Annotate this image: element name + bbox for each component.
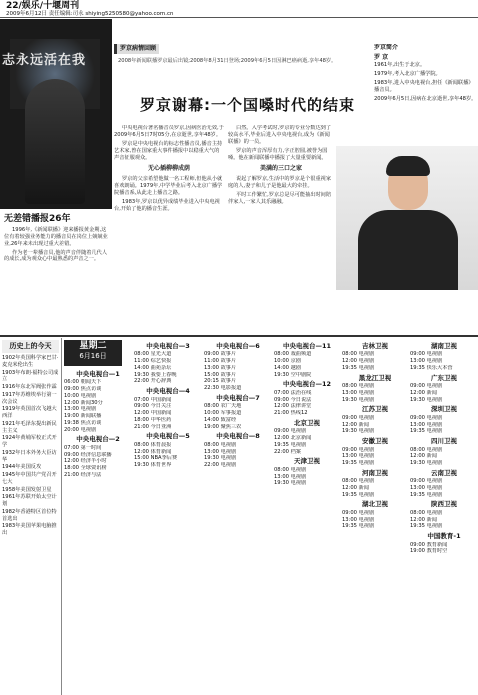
channel-name: 广东卫视 (431, 373, 457, 382)
body-paragraph: 罗京是中央电视台的标志性播音员,播音主持艺术家,曾在国家重大事件播报中以稳重大气的声音征服观众。 (114, 141, 223, 162)
tv-column (342, 340, 408, 695)
history-list (2, 355, 59, 537)
program-row: 18:00 全球资讯榜 (64, 465, 107, 472)
history-event: 1916年东北军阀张作霖 (2, 384, 57, 391)
program-row: 13:00 电视剧 (410, 484, 443, 491)
program-row: 10:00 军事报道 (204, 410, 242, 417)
program-row: 19:35 电视剧 (342, 364, 375, 371)
program-row: 19:30 空中剧院 (274, 371, 312, 378)
program-row: 19:30 电视剧 (410, 396, 443, 403)
channel-name: 中央电视台—11 (282, 342, 332, 350)
history-event: 1924年黄埔军校正式开学 (2, 435, 57, 449)
program-row: 19:30 电视剧 (342, 428, 375, 435)
program-row: 06:00 朝闻天下 (64, 379, 102, 386)
history-event: 1921年毛泽东提出新民主主义 (2, 420, 57, 434)
program-row: 13:00 故事片 (204, 364, 237, 371)
program-row: 12:00 北京新闻 (274, 435, 312, 442)
program-row: 14:00 曲苑杂坛 (134, 364, 172, 371)
day-box (64, 340, 122, 366)
hero-figure (25, 79, 85, 204)
channel-name: 四川卫视 (431, 437, 457, 446)
program-row: 12:00 新闻 (342, 484, 369, 491)
program-row: 08:00 星光大道 (134, 351, 172, 358)
program-row: 20:15 故事片 (204, 378, 237, 385)
program-row: 19:30 电视剧 (342, 396, 375, 403)
channel-name: 中央电视台—2 (76, 435, 120, 444)
program-row: 11:00 综艺快报 (134, 358, 172, 365)
tv-column (64, 368, 132, 695)
channel-name: 中央电视台—5 (146, 432, 190, 441)
program-row: 09:00 电视剧 (342, 446, 375, 453)
channel-name: 中央电视台—8 (216, 432, 260, 441)
history-event: 1961年苏联开始太空计划 (2, 494, 57, 508)
bio-line: 1961年,出生于北京。 (374, 62, 426, 69)
program-row: 21:00 经济与法 (64, 471, 102, 478)
program-row: 19:00 新闻联播 (64, 413, 102, 420)
hero-overlay-text: 志永远活在我 (2, 53, 87, 68)
program-row: 09:00 电视剧 (274, 428, 307, 435)
program-row: 12:00 新闻 (410, 389, 437, 396)
program-row: 13:00 电视剧 (342, 453, 375, 460)
program-row: 12:00 新闻 (342, 421, 369, 428)
channel-name: 天津卫视 (294, 457, 320, 466)
portrait-photo (336, 146, 478, 290)
history-event: 1932年日本外务大臣访华 (2, 449, 57, 463)
program-row: 14:00 致富经 (204, 416, 237, 423)
program-row: 19:30 体育世界 (134, 462, 172, 469)
program-row: 21:00 今日亚洲 (134, 423, 172, 430)
history-event: 1902年英国科学家巴甘·麦克米伦出生 (2, 355, 59, 368)
portrait-hair (386, 156, 430, 176)
body-paragraph: 说起了解罗京,生活中的罗京是个很重视家庭的人,妻子和儿子是他最大的牵挂。 (228, 176, 332, 190)
program-row: 19:35 快乐大本营 (410, 364, 453, 371)
tv-column (134, 340, 202, 695)
channel-name: 中央电视台—4 (146, 387, 190, 396)
tv-column (274, 340, 340, 695)
program-row: 07:00 法治在线 (274, 389, 312, 396)
program-row: 19:30 电视剧 (410, 460, 443, 466)
portrait-suit (358, 210, 458, 290)
tv-column (204, 340, 272, 695)
program-row: 09:00 电视剧 (410, 383, 443, 390)
history-event: 1944年美国反攻 (2, 464, 42, 471)
weekday-label: 星期二 (79, 341, 107, 351)
body-paragraph: 白然。入学考试时,罗京的专业分数达到了较高水平,毕业后进入中央电视台,成为《新闻联播》的一员。 (228, 125, 332, 146)
bio-heading: 罗京简介 (374, 44, 399, 51)
program-row: 09:00 电视剧 (410, 478, 443, 485)
program-row: 22:00 电视剧 (204, 462, 237, 469)
program-row: 08:00 电视剧 (274, 466, 307, 473)
program-row: 08:00 电视剧 (342, 351, 375, 358)
bio-line: 1979年,考入北京广播学院。 (374, 71, 441, 78)
program-row: 18:00 中华医药 (134, 416, 172, 423)
bio-name: 罗 京 (374, 54, 389, 62)
history-event: 1945年中国共产党召开七大 (2, 472, 57, 485)
body-subheading: 无心插柳柳成荫 (147, 165, 190, 173)
channel-name: 云南卫视 (431, 468, 457, 477)
page-label: 22/娱乐/十堰周刊 (6, 1, 80, 11)
program-row: 08:00 戏曲频道 (274, 351, 312, 358)
program-row: 09:00 故事片 (204, 351, 237, 358)
program-row: 22:30 电影报道 (204, 385, 242, 392)
program-row: 09:00 焦点访谈 (64, 386, 102, 393)
page-header (0, 0, 478, 18)
program-row: 08:00 电视剧 (410, 509, 443, 516)
program-row: 19:35 电视剧 (274, 441, 307, 448)
program-row: 13:00 电视剧 (342, 389, 375, 396)
program-row: 19:35 电视剧 (410, 523, 443, 530)
tv-column (410, 340, 478, 695)
program-row: 13:00 电视剧 (342, 516, 375, 523)
body-paragraph: 中央电视台著名播音员罗京,因病医治无效,于2009年6月5日7时05分,在京逝世,享年48岁。 (114, 125, 224, 139)
program-row: 09:00 经济信息联播 (64, 451, 112, 458)
program-row: 13:00 电视剧 (64, 406, 97, 413)
program-row: 22:00 档案 (274, 448, 301, 455)
section-divider (0, 335, 478, 337)
program-row: 13:00 电视剧 (274, 473, 307, 480)
program-row: 21:00 热线12 (274, 410, 308, 417)
program-row: 11:00 故事片 (204, 358, 237, 365)
bio-box (374, 44, 478, 144)
program-row: 09:00 电视剧 (410, 351, 443, 358)
body-paragraph: 1983年,罗京以优异成绩毕业进入中央电视台,开始了他的播音生涯。 (114, 199, 220, 213)
left-article-paragraph: 作为老一辈播音员,他的声音伴随着几代人的成长,成为观众心中最熟悉的声音之一。 (4, 249, 108, 263)
program-row: 08:00 电视剧 (204, 441, 237, 448)
program-row: 12:00 新闻 (410, 453, 437, 460)
program-row: 19:35 电视剧 (342, 460, 375, 466)
program-row: 19:35 电视剧 (410, 428, 443, 435)
body-paragraph: 罗京的声音浑厚有力,字正腔圆,被誉为国嗓。他在新闻联播中播报了大量重要新闻。 (228, 148, 328, 162)
left-article (0, 212, 112, 332)
section-label: 罗京病情回顾 (114, 44, 159, 54)
program-row: 19:35 电视剧 (342, 491, 375, 498)
program-row: 12:00 中国新闻 (134, 410, 172, 417)
history-event: 1982年香港特区首位特首选出 (2, 508, 57, 522)
channel-name: 中央电视台—7 (216, 393, 260, 402)
program-row: 12:00 经济半小时 (64, 458, 107, 465)
program-row: 07:00 中国新闻 (134, 396, 172, 403)
date-line: 2009年6月12日 责任编辑:司永 shiying5250580@yahoo.com.cn (6, 11, 174, 17)
body-column-mid (228, 125, 334, 333)
program-row: 19:00 教育时空 (410, 548, 448, 555)
program-row: 10:00 电视剧 (64, 392, 97, 399)
channel-name: 江苏卫视 (362, 405, 388, 414)
channel-name: 湖南卫视 (431, 342, 457, 350)
hero-photo (0, 19, 112, 209)
program-row: 19:30 我要上春晚 (134, 371, 177, 378)
body-paragraph: 罗京的父亲希望他做一名工程师,但他从小就喜欢朗诵。1979年,中学毕业后考入北京广播学院播音系,从此走上播音之路。 (114, 176, 223, 197)
left-article-paragraph: 1996年,《新闻联播》迎来播报黄金期,这位有着较强业务能力的播音员在岗位上兢兢业业,26年来未出现过重大差错。 (4, 227, 108, 247)
channel-name: 深圳卫视 (431, 405, 457, 414)
bio-line: 1983年,进入中央电视台,担任《新闻联播》播音员。 (374, 80, 474, 94)
history-event: 1958年美国发射卫星 (2, 486, 52, 493)
history-event: 1917年苏维埃举行第一次会议 (2, 391, 57, 405)
date-label: 6月16日 (79, 352, 107, 361)
program-row: 13:00 电视剧 (204, 448, 237, 455)
channel-name: 黑龙江卫视 (358, 373, 392, 382)
program-row: 19:38 焦点访谈 (64, 419, 102, 426)
program-row: 19:00 聚焦三农 (204, 423, 242, 430)
history-event: 1983年美国苹果电脑推出 (2, 523, 57, 537)
body-paragraph: 平时工作繁忙,罗京总是尽可能抽出时间陪伴家人,一家人其乐融融。 (228, 192, 332, 206)
bio-line: 2009年6月5日,因病在北京逝世,享年48岁。 (374, 96, 477, 103)
program-row: 08:00 体育晨报 (134, 441, 172, 448)
program-row: 09:00 电视剧 (342, 509, 375, 516)
program-row: 10:00 京剧 (274, 358, 301, 365)
history-event: 1903年布朗·福特公司成立 (2, 369, 59, 383)
program-row: 15:00 NBA季后赛 (134, 455, 178, 462)
program-row: 12:00 电视剧 (342, 358, 375, 365)
program-row: 13:00 电视剧 (410, 358, 443, 365)
program-row: 09:00 今日关注 (134, 403, 172, 410)
program-row: 15:00 故事片 (204, 371, 237, 378)
channel-name: 吉林卫视 (362, 342, 388, 350)
program-row: 09:00 今日说法 (274, 396, 312, 403)
history-event: 1919年英国首次飞越大西洋 (2, 406, 57, 420)
program-row: 08:00 农广天地 (204, 403, 242, 410)
program-row: 22:00 开心辞典 (134, 378, 172, 385)
program-row: 08:00 电视剧 (410, 446, 443, 453)
channel-name: 河南卫视 (362, 468, 388, 477)
program-row: 13:00 电视剧 (410, 421, 443, 428)
channel-name: 中央电视台—12 (282, 380, 332, 389)
channel-name: 中央电视台—3 (146, 342, 190, 350)
channel-name: 中央电视台—6 (216, 342, 260, 350)
program-row: 08:00 电视剧 (342, 383, 375, 390)
program-row: 19:30 电视剧 (274, 480, 307, 487)
program-row: 07:00 第一时间 (64, 444, 102, 451)
body-subheading: 美满的三口之家 (259, 165, 302, 173)
body-column-left (114, 125, 224, 333)
program-row: 08:00 电视剧 (342, 478, 375, 485)
program-row: 12:00 新闻30分 (64, 399, 103, 406)
program-row: 09:00 电视剧 (342, 414, 375, 421)
channel-name: 北京卫视 (294, 418, 320, 427)
program-row: 09:00 教育新闻 (410, 541, 448, 548)
channel-name: 湖北卫视 (362, 500, 388, 509)
program-row: 12:00 法律讲堂 (274, 403, 312, 410)
program-row: 12:00 新闻 (410, 516, 437, 523)
program-row: 12:00 体育新闻 (134, 448, 172, 455)
main-title: 罗京谢幕:一个国嗓时代的结束 (140, 96, 355, 114)
channel-name: 中央电视台—1 (76, 370, 120, 378)
channel-name: 安徽卫视 (362, 437, 388, 446)
program-row: 19:30 电视剧 (204, 455, 237, 462)
left-article-title: 无差错播报26年 (4, 214, 71, 224)
channel-name: 陕西卫视 (431, 500, 457, 509)
program-row: 20:00 电视剧 (64, 426, 97, 433)
program-row: 19:35 电视剧 (342, 523, 375, 530)
history-column (0, 338, 62, 695)
program-row: 19:35 电视剧 (410, 491, 443, 498)
intro-text: 2008年新闻联播罗京最后出镜;2008年8月31日登场;2009年6月5日因淋巴癌病逝,享年48岁。 (118, 58, 337, 64)
program-row: 14:00 越剧 (274, 364, 301, 371)
program-row: 09:00 电视剧 (410, 414, 443, 421)
history-heading: 历史上的今天 (2, 340, 59, 353)
channel-name: 中国教育-1 (427, 532, 461, 541)
